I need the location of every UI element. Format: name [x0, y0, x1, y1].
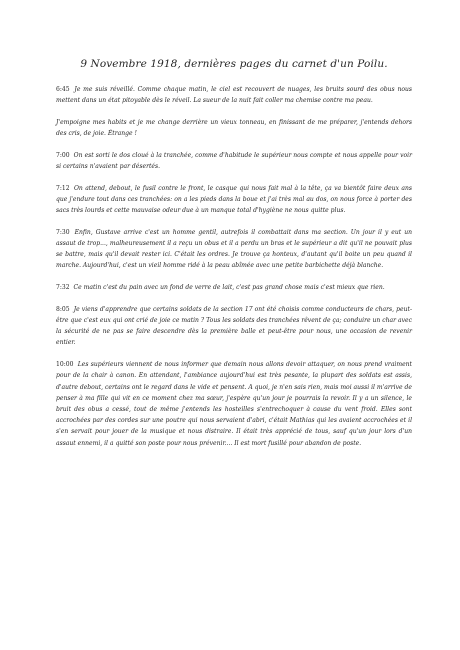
entry-time: 7:30	[56, 228, 70, 236]
entry-text: Enfin, Gustave arrive c'est un homme gentil, autrefois il combattait dans ma section. Un jour il y eut un assaut de trop..., malheureusement il a reçu un obus et il a perdu un bras et le supérieur a dit qu'il ne pouvait plus se battre, mais qu'il devait rester ici. C'était les ordres. Je trouve ça honteux, d'autant qu'il boite un peu quand il marche. Aujourd'hui, c'est un vieil homme ridé à la peau abîmée avec une petite barbichette déjà blanche.	[56, 228, 412, 270]
entry-text: Les supérieurs viennent de nous informer que demain nous allons devoir attaquer, on nous prend vraiment pour de la chair à canon. En attendant, l'ambiance aujourd'hui est très pesante, la plupart des soldats est assis, d'autre debout, certains ont le regard dans le vide et pensent. A quoi, je n'en sais rien, mais moi aussi il m'arrive de penser à ma fille qui vit en ce moment chez ma sœur, j'espère qu'un jour je pourrais la revoir. Il y a un silence, le bruit des obus a cessé, tout de même j'entends les hosteilles s'entrechoquer à cause du vent froid. Elles sont accrochées par des cordes sur une poutre qui nous servaient d'abri, c'était Mathias qui les avaient accrochées et il s'en servait pour jouer de la musique et nous distraire. Il était très apprécié de tous, sauf qu'un jour lors d'un assaut ennemi, il a quitté son poste pour nous prévenir.... Il est mort fusillé pour abandon de poste.	[56, 361, 412, 447]
entry-time: 6:45	[56, 86, 70, 93]
diary-entry	[56, 282, 412, 293]
diary-entry	[56, 117, 412, 139]
entry-text: On est sorti le dos cloué à la tranchée, comme d'habitude le supérieur nous compte et nous appelle pour voir si certains n'avaient par désertés.	[56, 151, 412, 171]
diary-entry	[56, 359, 412, 449]
entry-text: Je viens d'apprendre que certains soldats de la section 17 ont été choisis comme conducteurs de chars, peut-être que c'est eux qui ont crié de joie ce matin ? Tous les soldats des tranchées rêvent de ça; conduire un char avec la sécurité de ne pas se faire descendre dès la première balle et peut-être pour nous, une occasion de revenir entier.	[56, 305, 412, 347]
entry-text: Ce matin c'est du pain avec un fond de verre de lait, c'est pas grand chose mais c'est mieux que rien.	[73, 284, 385, 292]
entry-text: Je me suis réveillé. Comme chaque matin, le ciel est recouvert de nuages, les bruits sourd des obus nous mettent dans un état pitoyable dès le réveil. La sueur de la nuit fait coller ma chemise contre ma peau.	[56, 86, 412, 105]
entry-time: 10:00	[56, 361, 74, 369]
page-title: 9 Novembre 1918, dernières pages du carnet d'un Poilu.	[80, 58, 388, 70]
diary-entry	[56, 304, 412, 349]
diary-entry	[56, 84, 412, 106]
diary-entry	[56, 227, 412, 272]
diary-entry	[56, 183, 412, 217]
entry-time: 7:12	[56, 184, 70, 192]
diary-entry	[56, 150, 412, 172]
entry-time: 8:05	[56, 305, 70, 313]
entry-time: 7:00	[56, 151, 70, 159]
entry-time: 7:32	[56, 284, 70, 292]
entry-text: J'empoigne mes habits et je me change derrière un vieux tonneau, en finissant de me préparer, j'entends dehors des cris, de joie. Étrange !	[56, 118, 412, 138]
entry-text: On attend, debout, le fusil contre le front, le casque qui nous fait mal à la tête, ça va bientôt faire deux ans que j'endure tout dans ces tranchées: on a les pieds dans la boue et j'ai très mal au dos, on nous force à porter des sacs très lourds et cette mauvaise odeur due à un manque total d'hygiène ne nous quitte plus.	[56, 184, 412, 215]
